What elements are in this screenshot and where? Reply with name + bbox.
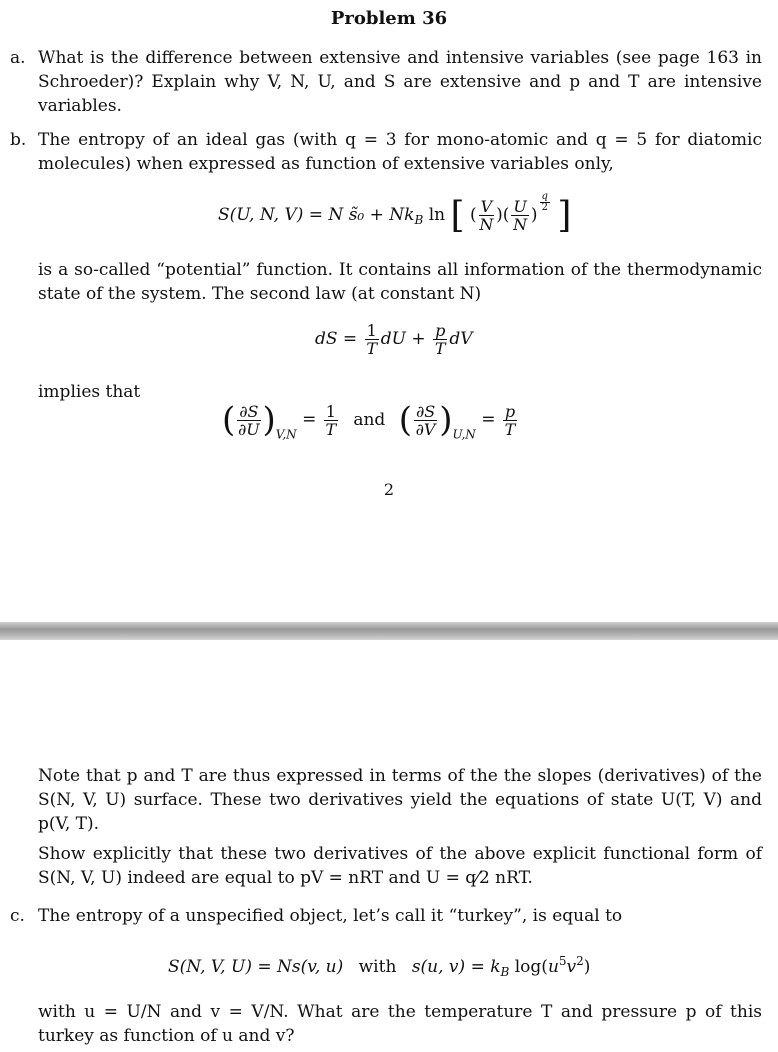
part-a-text: What is the difference between extensive and intensive variables (see page 163 in Schroeder)? Explain why V, N, U, and S are extensive and p and T are intensive variables. — [38, 48, 762, 116]
page-bottom — [0, 642, 778, 1052]
part-b-note: Note that p and T are thus expressed in terms of the the slopes (derivatives) of the S(N, V, U) surface. These two derivatives yield the equations of state U(T, V) and p(V, T). — [38, 766, 762, 834]
part-b-intro: The entropy of an ideal gas (with q = 3 for mono-atomic and q = 5 for diatomic molecules) when expressed as function of extensive variables only, — [38, 130, 762, 174]
turkey-equation: S(N, V, U) = Ns(v, u) with s(u, $v) = k_B$ $\log(u^5v^2)$ — [168, 954, 591, 979]
part-c-intro: The entropy of a unspecified object, let’s call it “turkey”, is equal to — [38, 906, 623, 926]
partial-derivatives: ( $\frac{\partial S}{\partial U}$ )$_{V,N}$ = $\frac{1}{T}$ and ( $\frac{\partial S}{\partial V}$ )$_{U,N}$ = $\frac{p}{T}$ — [222, 400, 516, 442]
with-word: with — [358, 957, 397, 977]
implies-text: implies that — [38, 382, 141, 402]
part-c-label: c. — [10, 906, 25, 926]
part-b-label: b. — [10, 130, 27, 150]
second-law-equation: dS = $\frac{1}{T}$ dU + $\frac{p}{T}$ dV — [315, 321, 473, 358]
part-a-label: a. — [10, 48, 26, 68]
page-number: 2 — [383, 480, 395, 499]
turkey-rhs: s(u, v) = k — [411, 957, 501, 977]
part-c-question: with u = U/N and v = V/N. What are the temperature T and pressure p of this turkey as function of u and v? — [38, 1002, 762, 1046]
entropy-equation: S(U, N, V) = N s̃₀ + $Nk_B$ ln [ ( $\frac{V}{N}$ )( $\frac{U}{N}$ ) $\frac{q}{2}$ ] — [218, 191, 572, 236]
page-separator — [0, 622, 778, 640]
part-b-after-entropy: is a so-called “potential” function. It contains all information of the thermodynamic state of the system. The second law (at constant N) — [38, 260, 762, 304]
problem-title: Problem 36 — [330, 8, 448, 29]
entropy-lhs: S(U, N, V) = N s̃₀ + Nk — [218, 205, 415, 225]
turkey-lhs: S(N, V, U) = Ns(v, u) — [168, 957, 344, 977]
second-law-lhs: dS = — [315, 329, 358, 349]
part-b-show: Show explicitly that these two derivatives of the above explicit functional form of S(N, V, U) indeed are equal to pV = nRT and U = q⁄2 nRT. — [38, 844, 762, 888]
and-word: and — [353, 409, 386, 430]
